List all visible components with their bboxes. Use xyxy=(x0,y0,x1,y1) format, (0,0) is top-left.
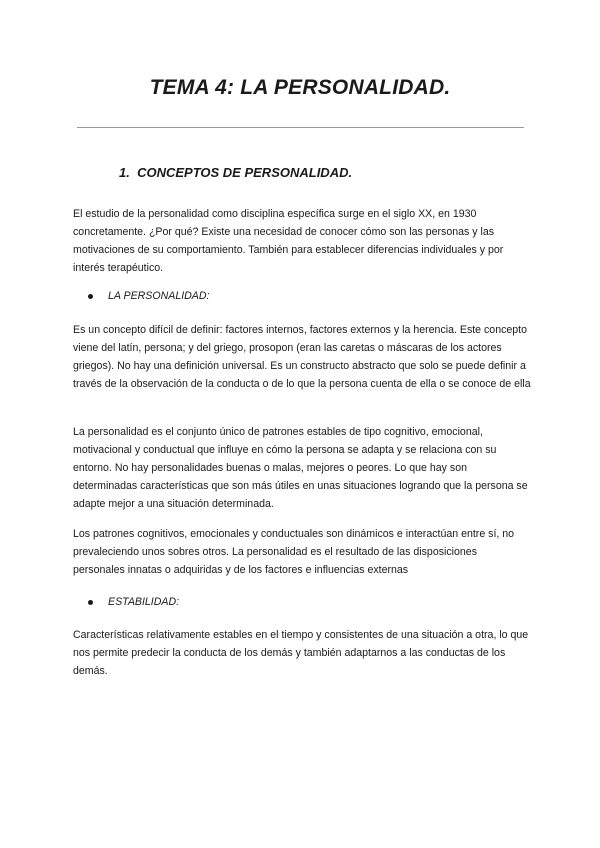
bullet-dot-icon xyxy=(88,600,93,605)
bullet-estabilidad xyxy=(88,593,179,611)
intro-paragraph: El estudio de la personalidad como disciplina específica surge en el siglo XX, en 1930 concretamente. ¿Por qué? Existe una necesidad de conocer cómo son las personas y las motivaciones de su comportamiento. También para establecer diferencias individuales y por interés terapéutico. xyxy=(73,208,504,274)
section-number: 1. xyxy=(119,165,130,180)
bullet-label: LA PERSONALIDAD: xyxy=(108,290,210,302)
bullet-dot-icon xyxy=(88,294,93,299)
paragraph-definition: Es un concepto difícil de definir: factores internos, factores externos y la herencia. Este concepto viene del latín, persona; y del griego, prosopon (eran las caretas o máscaras de los actores griegos). No hay una definición universal. Es un constructo abstracto que solo se puede definir a través de la observación de la conducta o de lo que la persona cuenta de ella o se conoce de ella xyxy=(73,324,531,390)
page-title: TEMA 4: LA PERSONALIDAD. xyxy=(149,76,451,99)
paragraph-conjunto-unico: La personalidad es el conjunto único de patrones estables de tipo cognitivo, emocional, motivacional y conductual que influye en cómo la persona se adapta y se relaciona con su entorno. No hay personalidades buenas o malas, mejores o peores. Lo que hay son determinadas características que son más útiles en unas situaciones logrando que la persona se adapte mejor a una situación determinada. xyxy=(73,426,528,510)
section-title: CONCEPTOS DE PERSONALIDAD. xyxy=(137,165,353,180)
bullet-label: ESTABILIDAD: xyxy=(108,596,180,608)
bullet-la-personalidad xyxy=(88,287,209,305)
paragraph-estabilidad: Características relativamente estables en el tiempo y consistentes de una situación a otra, lo que nos permite predecir la conducta de los demás y también adaptarnos a las conductas de los demás. xyxy=(73,629,529,677)
title-divider xyxy=(77,127,524,128)
paragraph-patrones: Los patrones cognitivos, emocionales y conductuales son dinámicos e interactúan entre sí, no prevaleciendo unos sobres otros. La personalidad es el resultado de las disposiciones personales innatas o adquiridas y de los factores e influencias externas xyxy=(73,528,515,576)
section-heading xyxy=(119,165,352,180)
